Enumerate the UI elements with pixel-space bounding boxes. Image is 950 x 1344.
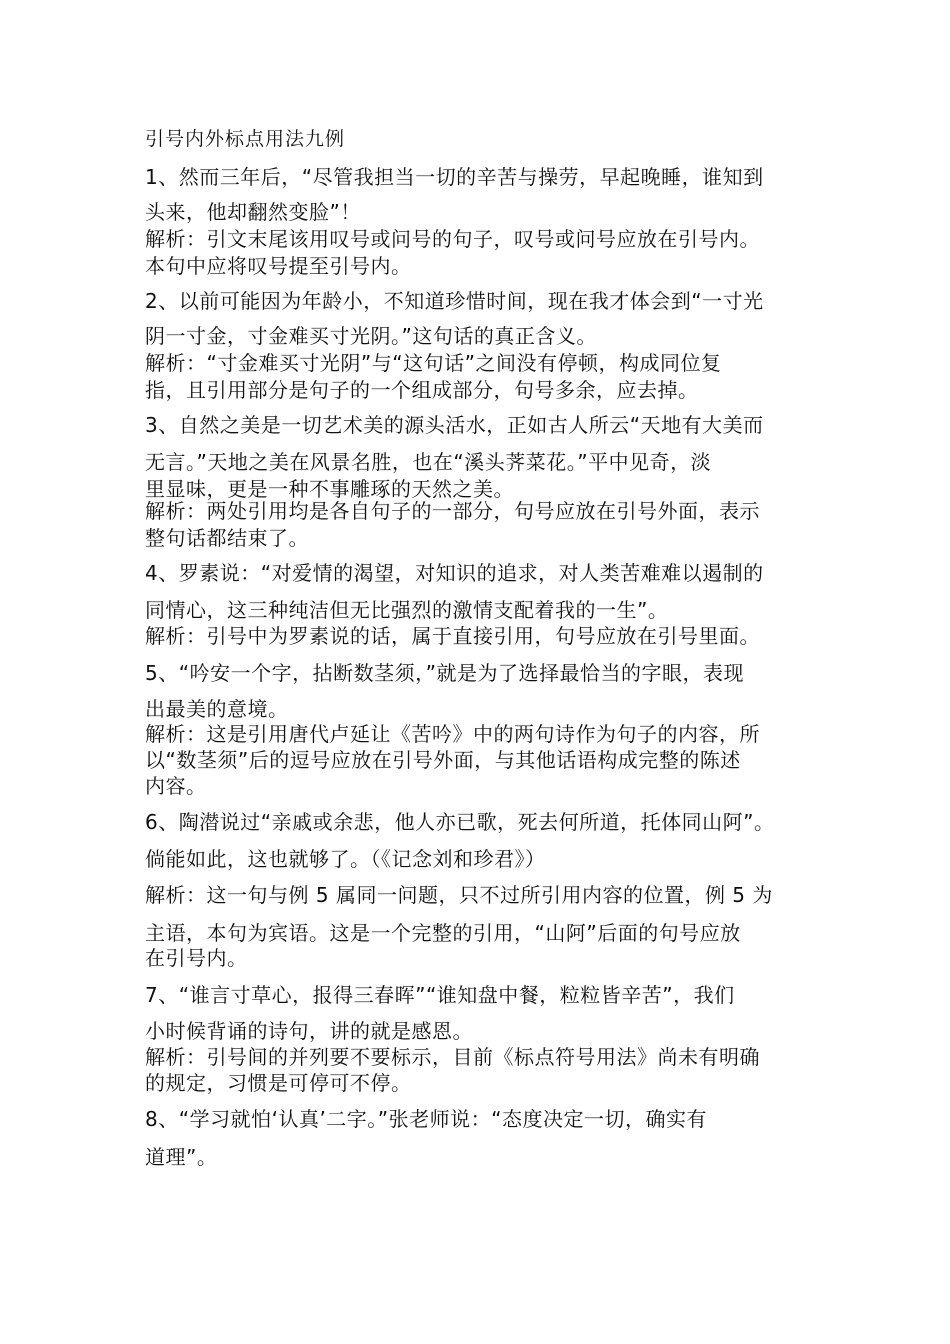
text-line-26: 在引号内。 — [145, 946, 248, 970]
text-line-3: 解析：引文末尾该用叹号或问号的句子，叹号或问号应放在引号内。 — [145, 227, 760, 251]
text-line-20: 以“数茎须”后的逗号应放在引号外面，与其他话语构成完整的陈述 — [145, 748, 741, 772]
text-line-23: 倘能如此，这也就够了。（《记念刘和珍君》） — [145, 847, 546, 871]
text-line-6: 阴一寸金，寸金难买寸光阴。”这句话的真正含义。 — [145, 324, 597, 348]
text-line-25: 主语，本句为宾语。这是一个完整的引用，“山阿”后面的句号应放 — [145, 921, 741, 945]
text-line-32: 道理”。 — [145, 1145, 218, 1169]
text-line-16: 解析：引号中为罗素说的话，属于直接引用，句号应放在引号里面。 — [145, 624, 760, 648]
text-line-5: 2、以前可能因为年龄小，不知道珍惜时间，现在我才体会到“一寸光 — [145, 289, 764, 313]
text-line-18: 出最美的意境。 — [145, 697, 289, 721]
text-line-29: 解析：引号间的并列要不要标示，目前《标点符号用法》尚未有明确 — [145, 1045, 760, 1069]
text-line-30: 的规定，习惯是可停可不停。 — [145, 1071, 412, 1095]
text-line-8: 指，且引用部分是句子的一个组成部分，句号多余，应去掉。 — [145, 378, 699, 402]
text-line-9: 3、自然之美是一切艺术美的源头活水，正如古人所云“天地有大美而 — [145, 413, 764, 437]
text-line-19: 解析：这是引用唐代卢延让《苦吟》中的两句诗作为句子的内容，所 — [145, 722, 760, 746]
text-line-17: 5、“吟安一个字，拈断数茎须，”就是为了选择最恰当的字眼，表现 — [145, 661, 744, 685]
text-line-10: 无言。”天地之美在风景名胜，也在“溪头荠菜花。”平中见奇，淡 — [145, 450, 712, 474]
text-line-2: 头来，他却翻然变脸”！ — [145, 200, 361, 224]
text-line-31: 8、“学习就怕‘认真’二字。”张老师说：“态度决定一切，确实有 — [145, 1107, 708, 1131]
text-line-12: 解析：两处引用均是各自句子的一部分，句号应放在引号外面，表示 — [145, 499, 760, 523]
text-line-28: 小时候背诵的诗句，讲的就是感恩。 — [145, 1019, 473, 1043]
text-line-1: 1、然而三年后，“尽管我担当一切的辛苦与操劳，早起晚睡，谁知到 — [145, 165, 764, 189]
text-line-4: 本句中应将叹号提至引号内。 — [145, 254, 412, 278]
text-line-13: 整句话都结束了。 — [145, 526, 309, 550]
text-line-27: 7、“谁言寸草心，报得三春晖”“谁知盘中餐，粒粒皆辛苦”，我们 — [145, 983, 735, 1007]
text-line-7: 解析：“寸金难买寸光阴”与“这句话”之间没有停顿，构成同位复 — [145, 351, 722, 375]
text-line-11: 里显味，更是一种不事雕琢的天然之美。 — [145, 477, 514, 501]
text-line-21: 内容。 — [145, 774, 207, 798]
text-line-22: 6、陶潜说过“亲戚或余悲，他人亦已歌，死去何所道，托体同山阿”。 — [145, 810, 775, 834]
text-line-15: 同情心，这三种纯洁但无比强烈的激情支配着我的一生”。 — [145, 598, 669, 622]
text-line-24: 解析：这一句与例 5 属同一问题，只不过所引用内容的位置，例 5 为 — [145, 883, 773, 907]
document-title: 引号内外标点用法九例 — [145, 128, 346, 150]
text-line-14: 4、罗素说：“对爱情的渴望，对知识的追求，对人类苦难难以遏制的 — [145, 561, 764, 585]
